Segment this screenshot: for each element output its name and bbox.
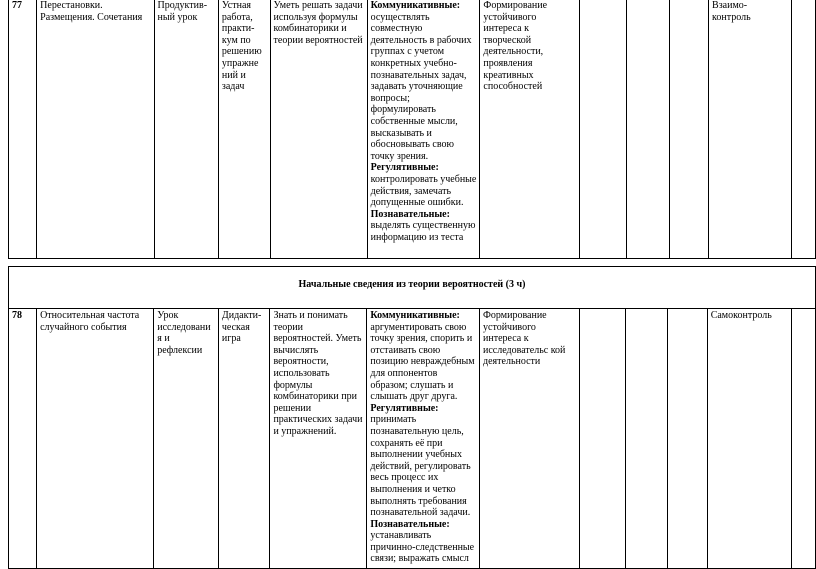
section-title: Начальные сведения из теории вероятностей (3 ч) <box>9 267 816 309</box>
lesson-table-top <box>8 0 816 259</box>
lesson-goal: Уметь решать задачи используя формулы комбинаторики и теории вероятностей <box>270 0 367 259</box>
lesson-form: Дидакти- ческая игра <box>218 309 270 569</box>
uud-communicative-text: осуществлять совместную деятельность в рабочих группах с учетом конкретных учебно-познавательных задач, задавать уточняющие вопросы; формулировать собственные мысли, высказывать и обосновывать свою точку зрения. <box>370 11 472 162</box>
lesson-table-bottom <box>8 266 816 569</box>
empty-cell <box>580 0 627 259</box>
empty-cell <box>669 0 709 259</box>
uud-cognitive-title: Познавательные: <box>370 518 450 530</box>
empty-cell <box>668 309 707 569</box>
lesson-form: Устная работа, практи- кум по решению упражне ний и задач <box>218 0 270 259</box>
lesson-goal: Знать и понимать теории вероятностей. Уметь вычислять вероятности, использовать формулы комбинаторики при решении практических задачи и упражнений. <box>270 309 367 569</box>
uud-regulatory-title: Регулятивные: <box>370 402 439 414</box>
personal-results: Формирование устойчивого интереса к творческой деятельности, проявления креативных способностей <box>480 0 580 259</box>
uud-communicative-title: Коммуникативные: <box>370 310 460 321</box>
empty-cell <box>626 309 668 569</box>
uud-cognitive-text: выделять существенную информацию из теста <box>370 220 476 243</box>
lesson-number: 77 <box>9 0 37 259</box>
control-form: Самоконтроль <box>707 309 792 569</box>
uud-cognitive-title: Познавательные: <box>370 208 450 220</box>
uud-communicative-title: Коммуникативные: <box>370 0 461 11</box>
lesson-number: 78 <box>9 309 37 569</box>
lesson-topic: Относительная частота случайного события <box>37 309 154 569</box>
empty-cell <box>792 0 816 259</box>
lesson-topic: Перестановки. Размещения. Сочетания <box>37 0 154 259</box>
lesson-type: Продуктив- ный урок <box>154 0 218 259</box>
uud-regulatory-text: контролировать учебные действия, замечать допущенные ошибки. <box>370 173 477 209</box>
uud-regulatory-text: принимать познавательную цель, сохранять её при выполнении учебных действий, регулировать весь процесс их выполнения и четко выполнять требования познавательной задачи. <box>370 414 471 519</box>
empty-cell <box>579 309 626 569</box>
uud-cell <box>367 309 480 569</box>
table-row <box>9 0 816 259</box>
control-form: Взаимо- контроль <box>709 0 792 259</box>
personal-results: Формирование устойчивого интереса к исследовательс кой деятельности <box>480 309 580 569</box>
section-header-row <box>9 267 816 309</box>
lesson-type: Урок исследовани я и рефлексии <box>154 309 219 569</box>
uud-cell <box>367 0 480 259</box>
empty-cell <box>792 309 816 569</box>
uud-regulatory-title: Регулятивные: <box>370 162 439 174</box>
uud-communicative-text: аргументировать свою точку зрения, спорить и отстаивать свою позицию невраждебным для оппонентов образом; слушать и слышать друг друга. <box>370 321 475 403</box>
uud-cognitive-text: устанавливать причинно-следственные связи; выражать смысл <box>370 530 475 565</box>
table-row <box>9 309 816 569</box>
empty-cell <box>627 0 669 259</box>
